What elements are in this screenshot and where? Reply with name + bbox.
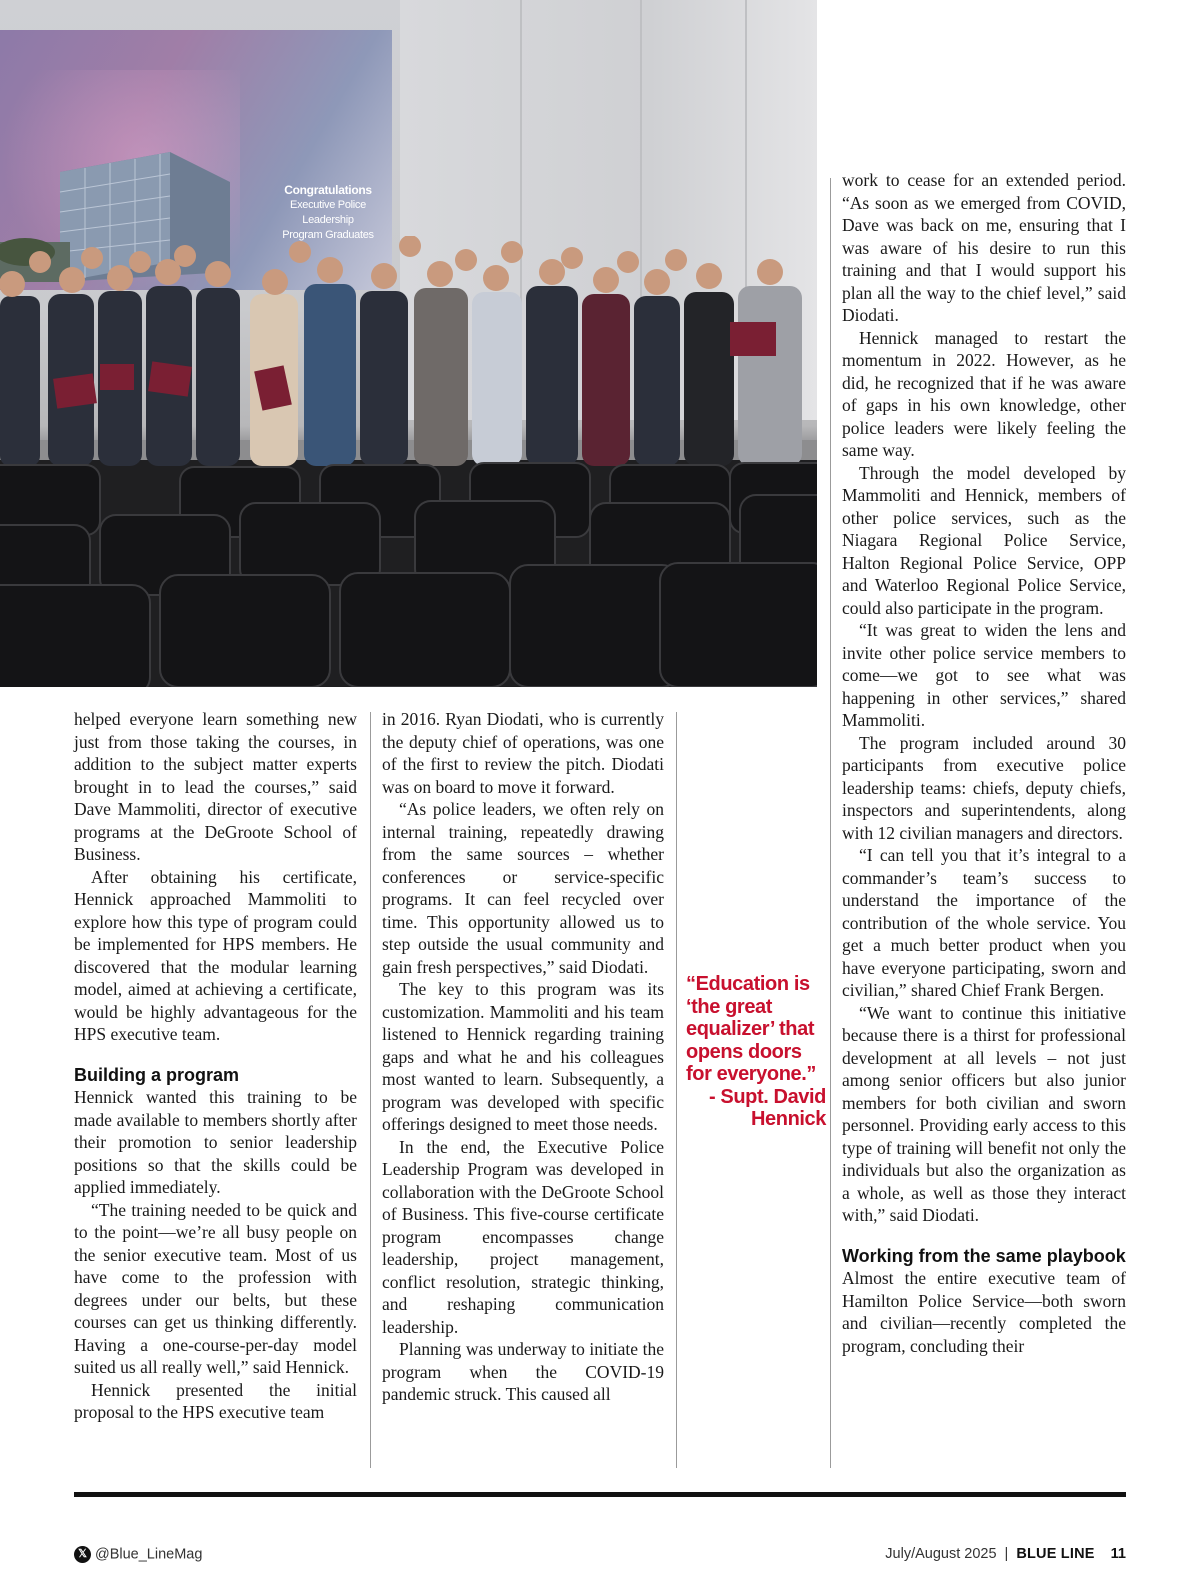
body-paragraph: helped everyone learn something new just from those taking the courses, in addition to the subject matter experts brought in to lead the courses,” said Dave Mammoliti, director of executive programs at the DeGroote School of Business. [74,709,357,864]
page-number: 11 [1110,1546,1126,1562]
footer-social [74,1546,202,1563]
body-paragraph: “It was great to widen the lens and invite other police service members to come—we got to see what was happening in other services,” shared Mammoliti. [842,620,1126,730]
x-social-icon[interactable]: 𝕏 [74,1546,91,1563]
magazine-name: BLUE LINE [1016,1546,1095,1562]
article-column-1 [74,708,357,1424]
auditorium-chairs [0,455,817,687]
pull-quote [686,973,826,1131]
column-divider [830,178,831,1468]
body-paragraph: The program included around 30 participants from executive police leadership teams: chiefs, deputy chiefs, inspectors and superintendents, along with 12 civilian managers and directors. [842,732,1126,843]
section-heading: Building a program [74,1064,240,1085]
person-silhouettes [0,236,802,466]
body-paragraph: work to cease for an extended period. “As soon as we emerged from COVID, Dave was back on me, ensuring that I was aware of his desire to run this training and that I would support his plan all the way to the chief level,” said Diodati. [842,170,1126,325]
body-paragraph: The key to this program was its customization. Mammoliti and his team listened to Hennick regarding training gaps and what he and his colleagues most wanted to learn. Subsequently, a program was developed with specific offerings designed to meet those needs. [382,979,664,1134]
body-paragraph: in 2016. Ryan Diodati, who is currently the deputy chief of operations, was one of the first to review the pitch. Diodati was on board to move it forward. [382,709,664,797]
body-paragraph: Almost the entire executive team of Hamilton Police Service—both sworn and civilian—recently completed the program, concluding their [842,1268,1126,1356]
body-paragraph: Through the model developed by Mammoliti and Hennick, members of other police services, such as the Niagara Regional Police Service, Halton Regional Police Service, OPP and Waterloo Regional Police Service, could also participate in the program. [842,462,1126,618]
article-column-2 [382,708,664,1406]
issue-date: July/August 2025 [885,1546,997,1562]
group-photo [0,0,817,687]
body-paragraph: “We want to continue this initiative because there is a thirst for professional development at all levels – not just among senior officers but also junior members for both civilian and sworn personnel. Providing early access to this type of training will benefit not only the individuals but also the organization as a whole, as well as those they interact with,” said Diodati. [842,1002,1126,1225]
body-paragraph: After obtaining his certificate, Hennick approached Mammoliti to explore how this type of program could be implemented for HPS members. He discovered that the modular learning model, aimed at achieving a certificate, would be highly advantageous for the HPS executive team. [74,866,357,1044]
body-paragraph: “As police leaders, we often rely on internal training, repeatedly drawing from the same sources – whether conferences or service-specific programs. It can feel recycled over time. This opportunity allowed us to step outside the usual community and gain fresh perspectives,” said Diodati. [382,799,664,977]
pull-quote-text: “Education is ‘the great equalizer’ that opens doors for everyone.” [686,973,817,1085]
screen-caption-title: Congratulations [284,183,372,197]
screen-caption-line: Program Graduates [282,229,374,241]
pull-quote-attribution: - Supt. David Hennick [708,1085,826,1130]
body-paragraph: Hennick wanted this training to be made available to members shortly after their promotion to senior leadership positions so that the skills could be applied immediately. [74,1087,357,1197]
social-handle[interactable]: @Blue_LineMag [95,1546,203,1563]
body-paragraph: Hennick presented the initial proposal to the HPS executive team [74,1379,357,1422]
section-heading: Working from the same playbook [842,1245,1126,1266]
screen-caption [258,183,398,243]
screen-caption-line: Executive Police [290,199,366,211]
body-paragraph: “I can tell you that it’s integral to a commander’s team’s success to understand the importance of the contribution of the whole service. You get a much better product when you have everyone participating, sworn and civilian,” shared Chief Frank Bergen. [842,845,1126,1000]
folio-separator: | [1004,1546,1009,1562]
body-paragraph: “The training needed to be quick and to the point—we’re all busy people on the senior executive team. Most of us have come to the profession with degrees under our belts, but these courses can get us thinking differently. Having a one-course-per-day model suited us all really well,” said Hennick. [74,1199,357,1377]
column-divider [676,712,677,1468]
footer-rule [74,1492,1126,1497]
graduates-group [0,236,817,466]
article-column-3 [842,169,1126,1357]
column-divider [370,712,371,1468]
body-paragraph: In the end, the Executive Police Leadership Program was developed in collaboration with the DeGroote School of Business. This five-course certificate program encompasses change leadership, project management, conflict resolution, strategic thinking, and reshaping communication leadership. [382,1136,664,1337]
body-paragraph: Planning was underway to initiate the program when the COVID-19 pandemic struck. This caused all [382,1339,664,1404]
body-paragraph: Hennick managed to restart the momentum in 2022. However, as he did, he recognized that if he was aware of gaps in his own knowledge, other police leaders were likely feeling the same way. [842,327,1126,460]
screen-caption-line: Leadership [302,214,354,226]
footer-folio [885,1546,1126,1562]
